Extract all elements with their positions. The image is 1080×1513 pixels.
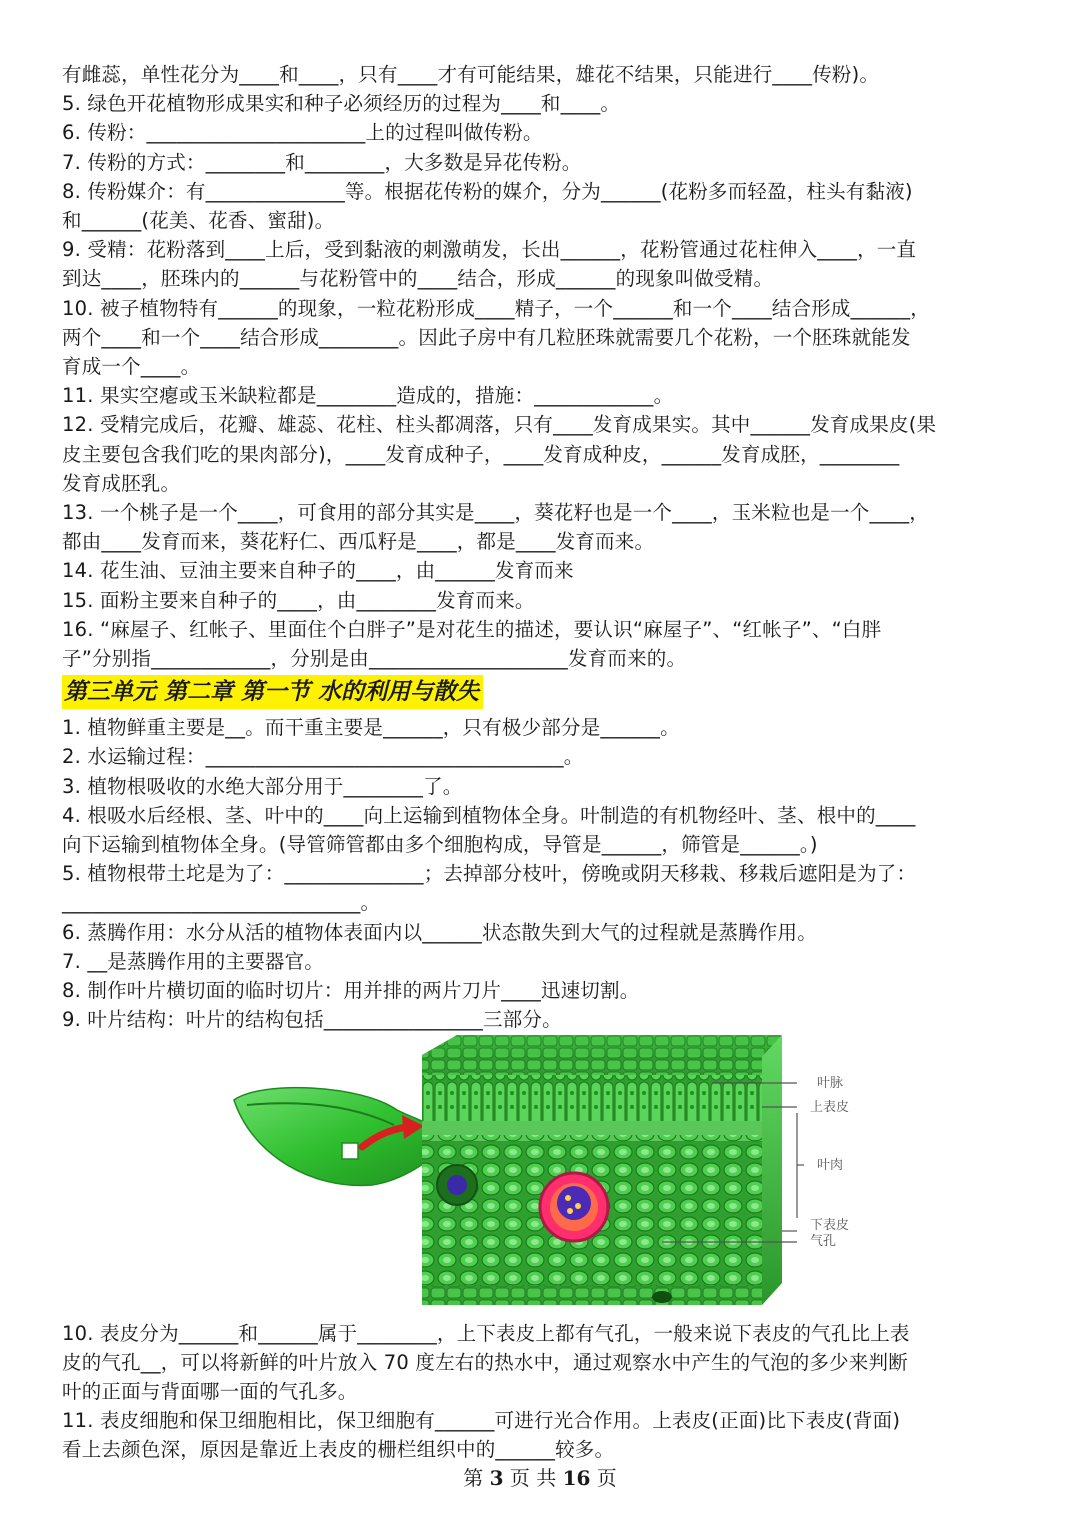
label-stoma: 气孔 [810,1233,837,1249]
text-line: 子”分别指____________，分别是由____________________发育而来的。 [62,647,687,671]
leaf-structure-figure [62,1035,1022,1313]
leaf-icon [234,1087,452,1185]
section-heading-row [62,673,1022,713]
text-line: 11. 表皮细胞和保卫细胞相比，保卫细胞有______可进行光合作用。上表皮(正面)比下表皮(背面) [62,1409,901,1433]
question-block-epidermis [62,1319,1022,1465]
text-line: 育成一个____。 [62,355,201,379]
text-line: 到达____，胚珠内的______与花粉管中的____结合，形成______的现象叫做受精。 [62,267,774,291]
text-line: 8. 制作叶片横切面的临时切片：用并排的两片刀片____迅速切割。 [62,979,640,1003]
label-vein: 叶脉 [817,1075,844,1091]
cross-section-block [422,1035,782,1305]
text-line: 12. 受精完成后，花瓣、雄蕊、花柱、柱头都凋落，只有____发育成果实。其中______发育成果皮(果 [62,413,937,437]
document-page [62,60,1022,1465]
text-line: 1. 植物鲜重主要是__。而干重主要是______，只有极少部分是______。 [62,716,680,740]
text-line: 15. 面粉主要来自种子的____，由________发育而来。 [62,588,535,612]
vein-bundle-highlight [540,1173,608,1241]
text-line: 3. 植物根吸收的水绝大部分用于________了。 [62,774,463,798]
text-line: 5. 绿色开花植物形成果实和种子必须经历的过程为____和____。 [62,92,621,116]
text-line: ______________________________。 [62,891,381,915]
leaf-cross-section-illustration [62,1035,1022,1313]
footer-page-number: 3 [489,1466,504,1490]
text-line: 11. 果实空瘪或玉米缺粒都是________造成的，措施：____________。 [62,384,674,408]
text-line: 14. 花生油、豆油主要来自种子的____，由______发育而来 [62,559,574,583]
text-line: 都由____发育而来，葵花籽仁、西瓜籽是____，都是____发育而来。 [62,530,655,554]
text-line: 皮的气孔__，可以将新鲜的叶片放入 70 度左右的热水中，通过观察水中产生的气泡的多少来判断 [62,1350,908,1374]
text-line: 7. 传粉的方式：________和________，大多数是异花传粉。 [62,150,582,174]
text-line: 16. “麻屋子、红帐子、里面住个白胖子”是对花生的描述，要认识“麻屋子”、“红帐子”、“白胖 [62,617,882,641]
text-line: 10. 被子植物特有______的现象，一粒花粉形成____精子，一个______和一个____结合形成______， [62,296,931,320]
footer-total-pages: 16 [562,1466,591,1490]
text-line: 发育成胚乳。 [62,471,181,495]
question-block-fruit-seed [62,60,1022,673]
text-line: 8. 传粉媒介：有______________等。根据花传粉的媒介，分为______(花粉多而轻盈，柱头有黏液) [62,179,913,203]
text-line: 两个____和一个____结合形成________。因此子房中有几粒胚珠就需要几个花粉，一个胚珠就能发 [62,325,911,349]
text-line: 叶的正面与背面哪一面的气孔多。 [62,1379,358,1403]
label-lower-epidermis: 下表皮 [810,1217,850,1233]
text-line: 6. 传粉：______________________上的过程叫做传粉。 [62,121,543,145]
text-line: 看上去颜色深，原因是靠近上表皮的栅栏组织中的______较多。 [62,1438,615,1462]
label-mesophyll: 叶肉 [817,1157,844,1173]
text-line: 9. 叶片结构：叶片的结构包括________________三部分。 [62,1008,562,1032]
text-line: 皮主要包含我们吃的果肉部分)，____发育成种子，____发育成种皮，______发育成胚，________ [62,442,900,466]
text-line: 向下运输到植物体全身。(导管筛管都由多个细胞构成，导管是______，筛管是______。) [62,833,818,857]
page-footer [0,1462,1080,1491]
question-block-water [62,713,1022,1034]
label-upper-epidermis: 上表皮 [810,1099,850,1115]
footer-prefix: 第 [463,1466,484,1490]
vein-bundle [437,1165,477,1205]
text-line: 5. 植物根带土坨是为了：______________；去掉部分枝叶，傍晚或阴天移栽、移栽后遮阳是为了： [62,862,917,886]
text-line: 2. 水运输过程：____________________________________。 [62,745,584,769]
text-line: 13. 一个桃子是一个____，可食用的部分其实是____，葵花籽也是一个____，玉米粒也是一个____， [62,501,930,525]
section-heading: 第三单元 第二章 第一节 水的利用与散失 [62,675,483,709]
text-line: 10. 表皮分为______和______属于________，上下表皮上都有气孔，一般来说下表皮的气孔比上表 [62,1321,910,1345]
text-line: 6. 蒸腾作用：水分从活的植物体表面内以______状态散失到大气的过程就是蒸腾作用。 [62,920,817,944]
text-line: 9. 受精：花粉落到____上后，受到黏液的刺激萌发，长出______，花粉管通过花柱伸入____，一直 [62,238,917,262]
footer-middle: 页 共 [509,1466,557,1490]
stoma-mark [652,1291,672,1303]
text-line: 7. __是蒸腾作用的主要器官。 [62,949,325,973]
text-line: 有雌蕊，单性花分为____和____，只有____才有可能结果，雄花不结果，只能进行____传粉)。 [62,63,880,86]
text-line: 4. 根吸水后经根、茎、叶中的____向上运输到植物体全身。叶制造的有机物经叶、茎、根中的____ [62,803,916,827]
text-line: 和______(花美、花香、蜜甜)。 [62,209,335,233]
footer-suffix: 页 [596,1466,617,1490]
